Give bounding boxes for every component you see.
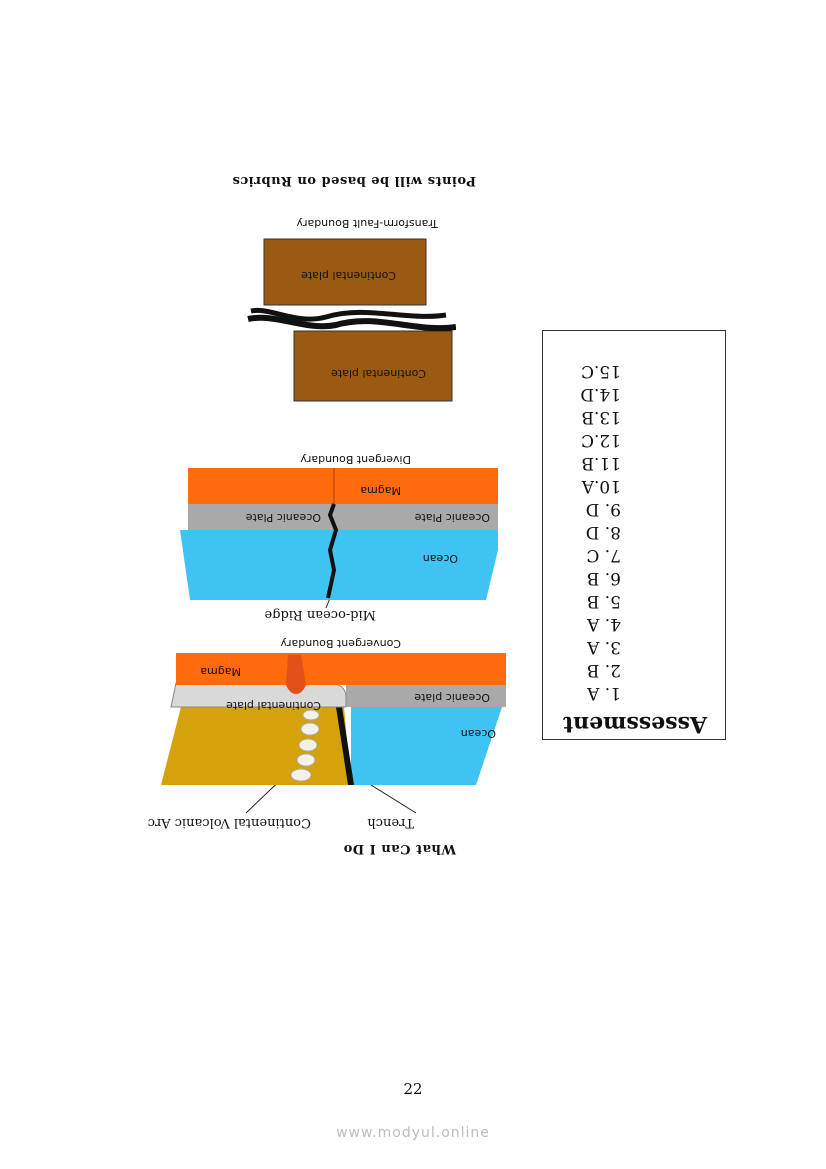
answer-item: 6. B	[586, 568, 621, 588]
assessment-title: Assessment	[562, 711, 707, 737]
transform-plate-bottom-label: Continental plate	[301, 269, 396, 282]
assessment-box	[542, 330, 726, 740]
answer-item: 8. D	[585, 522, 621, 542]
what-can-i-do-heading: What Can I Do	[343, 841, 456, 856]
answer-item: 10.A	[581, 476, 621, 496]
answer-item: 7. C	[586, 545, 621, 565]
answer-item: 4. A	[587, 614, 621, 634]
divergent-oceanic-plate-left-label: Oceanic Plate	[414, 511, 490, 524]
transform-fault-line	[248, 318, 456, 328]
watermark: www.modyul.online	[336, 1125, 490, 1141]
page-number: 22	[403, 1080, 423, 1098]
convergent-ocean-label: Ocean	[460, 727, 496, 740]
answer-item: 14.D	[580, 384, 621, 404]
divergent-oceanic-plate-right-label: Oceanic Plate	[245, 511, 321, 524]
answer-item: 11.B	[581, 453, 621, 473]
answer-item: 3. A	[587, 637, 621, 657]
answer-item: 12.C	[580, 430, 621, 450]
convergent-continental-plate-label: Continental plate	[226, 699, 321, 712]
divergent-magma-label: Magma	[360, 484, 401, 497]
transform-caption: Transform-Fault Boundary	[296, 217, 438, 230]
answer-item: 2. B	[586, 660, 621, 680]
answer-item: 15.C	[580, 361, 621, 381]
answer-item: 9. D	[585, 499, 621, 519]
convergent-caption: Convergent Boundary	[280, 637, 401, 650]
answer-item: 5. B	[586, 591, 621, 611]
divergent-ocean-label: Ocean	[422, 552, 458, 565]
convergent-oceanic-plate-label: Oceanic plate	[414, 691, 490, 704]
trench-label: Trench	[367, 815, 414, 830]
convergent-magma-label: Magma	[200, 665, 241, 678]
transform-plate-top-label: Continental plate	[331, 367, 426, 380]
mid-ocean-ridge-label: Mid-ocean Ridge	[264, 607, 376, 622]
arc-label: Continental Volcanic Arc	[147, 815, 311, 830]
answer-item: 1. A	[587, 683, 621, 703]
points-rubrics-heading: Points will be based on Rubrics	[232, 173, 476, 188]
divergent-caption: Divergent Boundary	[300, 453, 411, 466]
transform-plate-top	[294, 331, 452, 401]
answer-item: 13.B	[581, 407, 621, 427]
